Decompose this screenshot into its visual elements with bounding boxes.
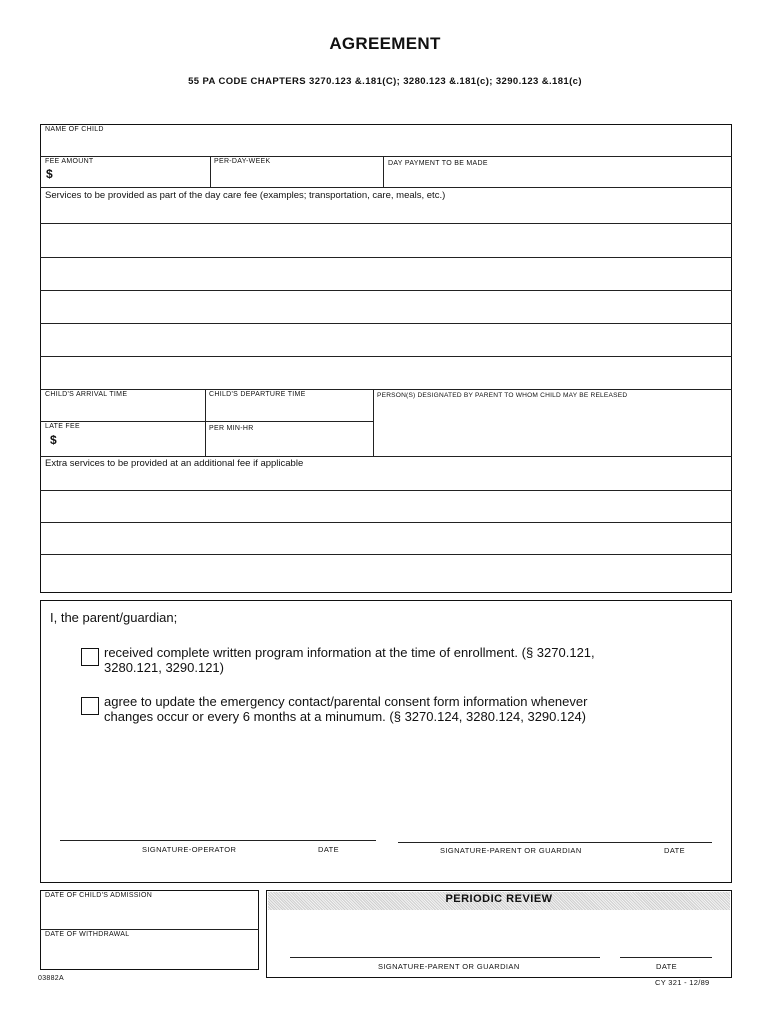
per-day-week-label: PER-DAY-WEEK xyxy=(214,158,271,165)
extra-services-field[interactable] xyxy=(41,471,731,589)
review-date-label: DATE xyxy=(656,962,678,971)
operator-date-label: DATE xyxy=(318,845,340,854)
admission-date-label: DATE OF CHILD'S ADMISSION xyxy=(45,892,153,899)
emergency-contact-text-line1: agree to update the emergency contact/parental consent form information whenever xyxy=(104,694,588,709)
parent-date-label: DATE xyxy=(664,846,686,855)
extra-services-label: Extra services to be provided at an additional fee if applicable xyxy=(45,458,304,469)
services-field[interactable] xyxy=(41,203,731,385)
name-of-child-label: NAME OF CHILD xyxy=(45,126,104,133)
withdrawal-date-label: DATE OF WITHDRAWAL xyxy=(45,931,130,938)
departure-time-field[interactable] xyxy=(207,399,371,419)
divider xyxy=(40,389,732,390)
regulation-reference: 55 PA CODE CHAPTERS 3270.123 &.181(C); 3280.123 &.181(c); 3290.123 &.181(c) xyxy=(188,76,582,87)
fee-amount-label: FEE AMOUNT xyxy=(45,158,94,165)
operator-signature-label: SIGNATURE-OPERATOR xyxy=(142,845,237,854)
form-number: CY 321 - 12/89 xyxy=(655,978,710,987)
program-info-checkbox[interactable] xyxy=(81,648,99,666)
extra-services-line-3 xyxy=(40,554,732,555)
review-date-line xyxy=(620,957,712,958)
divider xyxy=(210,156,211,187)
parent-signature-field[interactable] xyxy=(398,820,712,842)
late-fee-dollar-sign: $ xyxy=(50,433,57,447)
operator-signature-field[interactable] xyxy=(60,818,376,840)
per-min-hr-field[interactable] xyxy=(207,433,371,453)
acknowledgement-intro: I, the parent/guardian; xyxy=(50,610,178,625)
operator-signature-line xyxy=(60,840,376,841)
emergency-contact-checkbox[interactable] xyxy=(81,697,99,715)
divider xyxy=(40,156,732,157)
per-day-week-field[interactable] xyxy=(212,166,380,186)
arrival-time-label: CHILD'S ARRIVAL TIME xyxy=(45,391,128,398)
review-signature-label: SIGNATURE-PARENT OR GUARDIAN xyxy=(378,962,520,971)
services-line-4 xyxy=(40,323,732,324)
name-of-child-field[interactable] xyxy=(41,134,731,156)
persons-designated-field[interactable] xyxy=(375,401,730,456)
per-min-hr-label: PER MIN-HR xyxy=(209,425,254,432)
day-payment-field[interactable] xyxy=(386,168,730,186)
extra-services-line-1 xyxy=(40,490,732,491)
services-line-2 xyxy=(40,257,732,258)
day-payment-label: DAY PAYMENT TO BE MADE xyxy=(388,160,488,167)
emergency-contact-text-line2: changes occur or every 6 months at a minumum. (§ 3270.124, 3280.124, 3290.124) xyxy=(104,709,587,724)
services-line-3 xyxy=(40,290,732,291)
periodic-review-title: PERIODIC REVIEW xyxy=(445,893,553,905)
fee-amount-field[interactable] xyxy=(60,166,208,186)
program-info-text-line2: 3280.121, 3290.121) xyxy=(104,660,224,675)
parent-signature-line xyxy=(398,842,712,843)
review-signature-field[interactable] xyxy=(290,935,600,957)
divider xyxy=(373,389,374,456)
divider xyxy=(40,456,732,457)
program-info-text-line1: received complete written program information at the time of enrollment. (§ 3270.121, xyxy=(104,645,595,660)
services-label: Services to be provided as part of the day care fee (examples; transportation, care, meals, etc.) xyxy=(45,190,446,201)
extra-services-line-2 xyxy=(40,522,732,523)
parent-signature-label: SIGNATURE-PARENT OR GUARDIAN xyxy=(440,846,582,855)
late-fee-label: LATE FEE xyxy=(45,423,80,430)
divider xyxy=(40,187,732,188)
review-date-field[interactable] xyxy=(620,935,712,957)
services-line-5 xyxy=(40,356,732,357)
services-line-1 xyxy=(40,223,732,224)
divider xyxy=(40,929,259,930)
review-signature-line xyxy=(290,957,600,958)
divider xyxy=(40,421,374,422)
fee-dollar-sign: $ xyxy=(46,167,53,181)
departure-time-label: CHILD'S DEPARTURE TIME xyxy=(209,391,306,398)
withdrawal-date-field[interactable] xyxy=(42,940,257,968)
persons-designated-label: PERSON(S) DESIGNATED BY PARENT TO WHOM CHILD MAY BE RELEASED xyxy=(377,392,628,399)
form-code: 03882A xyxy=(38,975,64,982)
page-title: AGREEMENT xyxy=(329,34,441,53)
divider xyxy=(205,389,206,456)
divider xyxy=(383,156,384,187)
late-fee-field[interactable] xyxy=(64,431,202,453)
admission-date-field[interactable] xyxy=(42,901,257,929)
arrival-time-field[interactable] xyxy=(41,399,203,419)
